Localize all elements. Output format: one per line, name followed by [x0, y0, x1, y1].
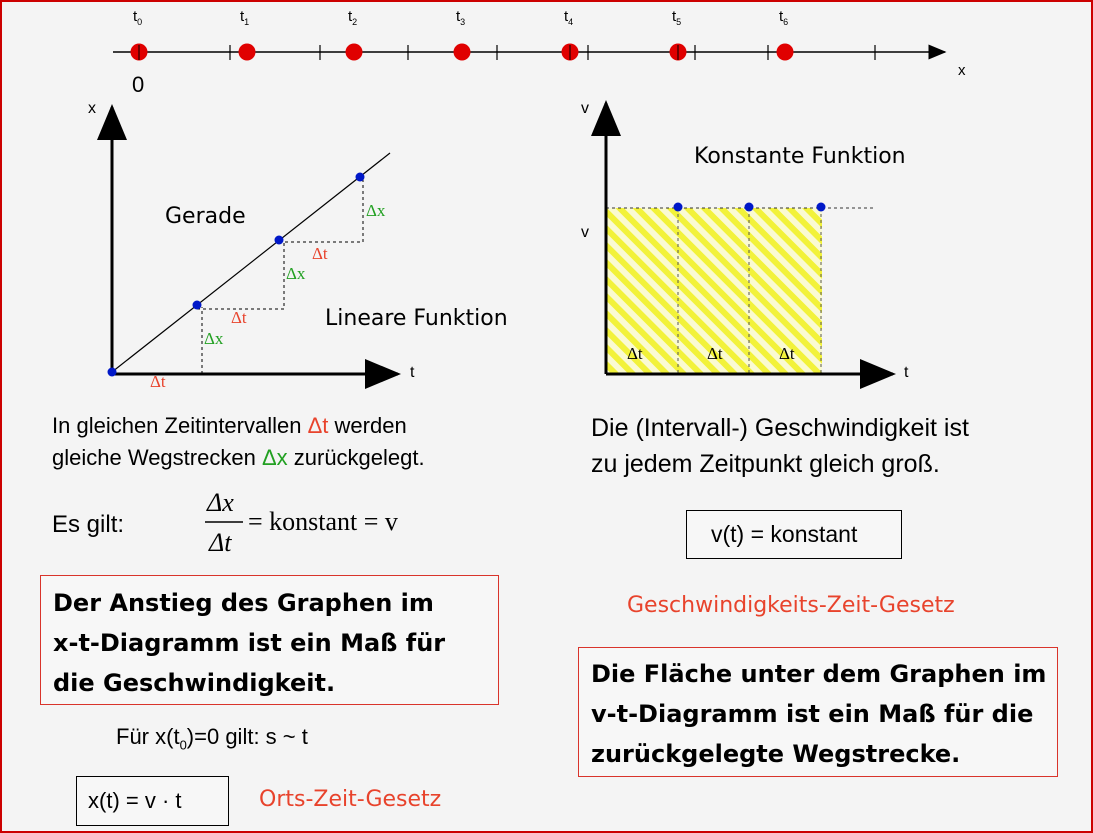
xt-point — [275, 236, 284, 245]
vt-point — [745, 203, 754, 212]
vt-point — [817, 203, 826, 212]
velocity-law-formula-box — [686, 510, 902, 559]
vt-delta-t-label: Δt — [707, 344, 723, 363]
vt-v-level-label: v — [581, 224, 589, 241]
right-description: Die (Intervall-) Geschwindigkeit ist zu jedem Zeitpunkt gleich groß. — [591, 414, 969, 478]
line-label: Gerade — [165, 204, 246, 229]
timeline-dot — [239, 44, 256, 61]
delta-t-label: Δt — [150, 372, 166, 391]
delta-x-label: Δx — [366, 201, 386, 220]
timeline — [113, 44, 945, 61]
timeline-label-t6: $t_6$ — [779, 8, 789, 27]
xt-x-axis-label: t — [410, 364, 415, 381]
slope-statement: Der Anstieg des Graphen im x-t-Diagramm ist ein Maß für die Geschwindigkeit. — [53, 589, 446, 697]
position-law-formula: x(t) = v · t — [88, 788, 182, 813]
delta-x-label: Δx — [286, 264, 306, 283]
function-label-constant: Konstante Funktion — [694, 144, 906, 169]
velocity-law-name: Geschwindigkeits-Zeit-Gesetz — [627, 593, 955, 618]
slope-statement-box — [40, 575, 499, 705]
formula-rest: = konstant = v — [248, 507, 398, 536]
timeline-label-t5: $t_5$ — [672, 8, 682, 27]
position-law-name: Orts-Zeit-Gesetz — [259, 787, 442, 812]
function-label-linear: Lineare Funktion — [325, 306, 508, 331]
timeline-label-t2: $t_2$ — [348, 8, 358, 27]
area-statement-box — [578, 647, 1058, 777]
formula-numerator: Δx — [207, 488, 234, 517]
xt-point — [193, 301, 202, 310]
timeline-dot — [346, 44, 363, 61]
timeline-dot — [454, 44, 471, 61]
velocity-law-formula: v(t) = konstant — [711, 521, 858, 547]
delta-t-label: Δt — [231, 308, 247, 327]
timeline-dot — [777, 44, 794, 61]
xt-point — [356, 173, 365, 182]
position-law-formula-box — [76, 776, 229, 826]
xt-graph — [108, 107, 399, 377]
timeline-label-t3: $t_3$ — [456, 8, 466, 27]
xt-y-axis-label: x — [88, 100, 96, 117]
xt-point — [108, 368, 117, 377]
timeline-label-t0: $t_0$ — [133, 8, 143, 27]
vt-delta-t-label: Δt — [779, 344, 795, 363]
vt-y-axis-label: v — [581, 100, 589, 117]
timeline-origin: 0 — [132, 72, 145, 97]
delta-t-label: Δt — [312, 244, 328, 263]
initial-condition: Für $x(t_0)=0$ gilt: s ~ t — [116, 724, 308, 753]
vt-x-axis-label: t — [904, 364, 909, 381]
es-gilt-label: Es gilt: — [52, 511, 125, 538]
timeline-axis-label: x — [958, 62, 966, 79]
formula-denominator: Δt — [209, 528, 232, 557]
timeline-label-t4: $t_4$ — [564, 8, 574, 27]
timeline-label-t1: $t_1$ — [240, 8, 250, 27]
delta-x-label: Δx — [204, 329, 224, 348]
vt-point — [674, 203, 683, 212]
vt-delta-t-label: Δt — [627, 344, 643, 363]
left-description: In gleichen Zeitintervallen Δt werden gleiche Wegstrecken Δx zurückgelegt. — [52, 413, 425, 470]
area-statement: Die Fläche unter dem Graphen im v-t-Diagramm ist ein Maß für die zurückgelegte Wegstrecke. — [591, 660, 1047, 768]
